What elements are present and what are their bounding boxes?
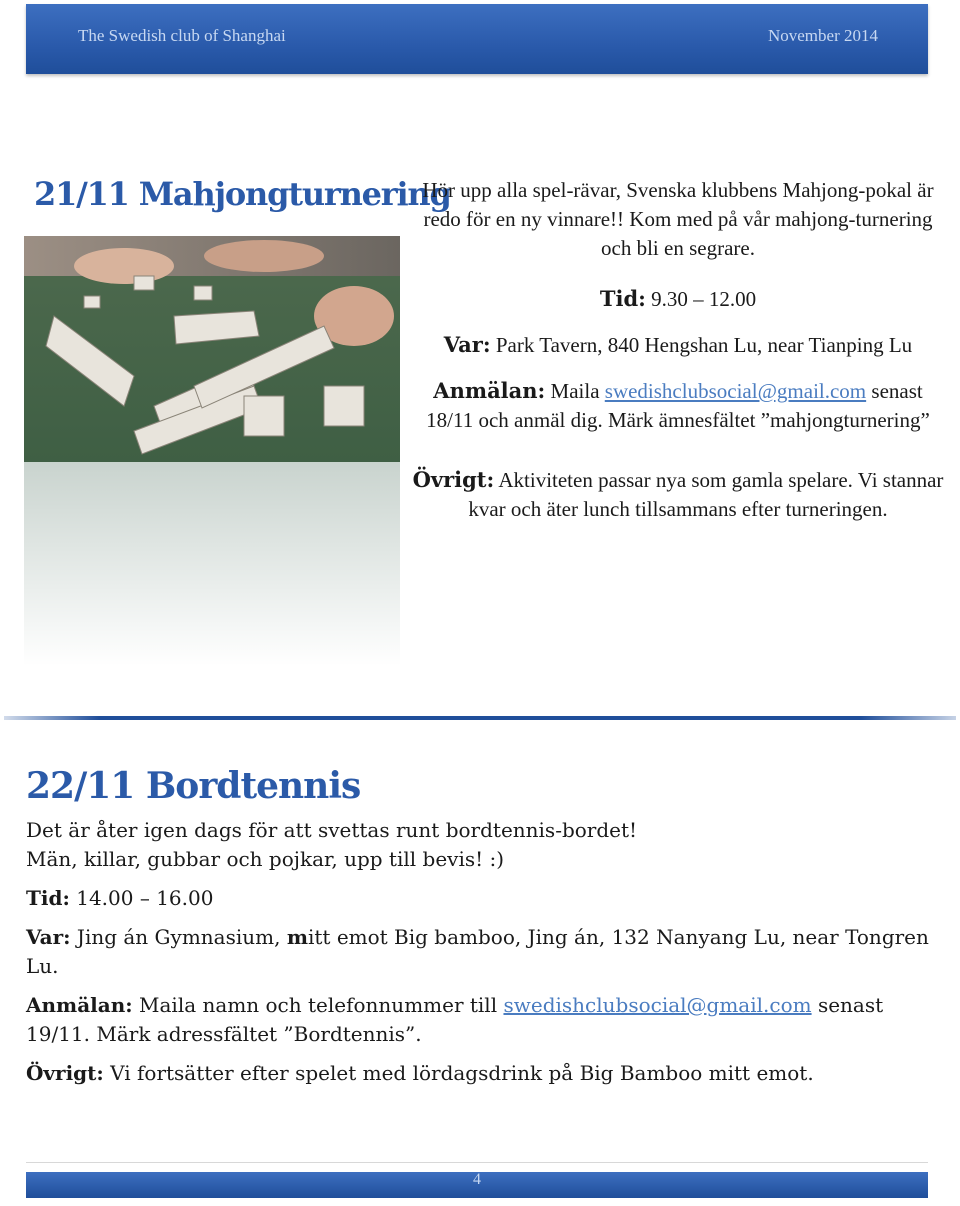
location-label: Var: xyxy=(443,332,491,357)
location-value: Park Tavern, 840 Hengshan Lu, near Tianping Lu xyxy=(495,333,913,357)
other-label: Övrigt: xyxy=(412,467,495,492)
other-label: Övrigt: xyxy=(26,1061,104,1085)
location-value-a: Jing án Gymnasium, xyxy=(76,925,281,949)
mahjong-time xyxy=(408,284,948,314)
mahjong-event-title: 21/11 Mahjongturnering xyxy=(34,175,451,213)
location-value-b: m xyxy=(286,925,308,949)
tabletennis-other xyxy=(26,1059,936,1088)
page-number: 4 xyxy=(473,1171,481,1188)
tabletennis-time xyxy=(26,884,936,913)
page-footer xyxy=(26,1172,928,1198)
signup-post: senast 18/11 och anmäl dig. Märk ämnesfältet ”mahjongturnering” xyxy=(426,379,930,432)
issue-date: November 2014 xyxy=(767,26,878,45)
mahjong-location xyxy=(408,330,948,360)
location-label: Var: xyxy=(26,925,71,949)
tabletennis-intro-1: Det är åter igen dags för att svettas runt bordtennis-bordet! xyxy=(26,818,638,842)
time-label: Tid: xyxy=(26,886,70,910)
other-value: Aktiviteten passar nya som gamla spelare. Vi stannar kvar och äter lunch tillsammans efter turneringen. xyxy=(468,468,944,521)
time-label: Tid: xyxy=(599,286,646,311)
location-value-c: itt emot Big bamboo, Jing án, 132 Nanyang Lu, near Tongren Lu. xyxy=(26,925,929,978)
mahjong-intro: Hör upp alla spel-rävar, Svenska klubbens Mahjong-pokal är redo för en ny vinnare!! Kom med på vår mahjong-turnering och bli en segrare. xyxy=(422,178,934,260)
club-name: The Swedish club of Shanghai xyxy=(78,26,286,45)
page-header xyxy=(26,4,928,74)
signup-email-link[interactable]: swedishclubsocial@gmail.com xyxy=(604,379,867,403)
mahjong-photo xyxy=(24,236,400,666)
tabletennis-location xyxy=(26,923,936,981)
signup-label: Anmälan: xyxy=(433,378,546,403)
signup-email-link[interactable]: swedishclubsocial@gmail.com xyxy=(503,993,812,1017)
signup-pre: Maila namn och telefonnummer till xyxy=(139,993,498,1017)
time-value: 9.30 – 12.00 xyxy=(651,287,757,311)
time-value: 14.00 – 16.00 xyxy=(76,886,214,910)
tabletennis-event-title: 22/11 Bordtennis xyxy=(26,765,361,807)
tabletennis-signup xyxy=(26,991,936,1049)
mahjong-other xyxy=(408,465,948,524)
signup-pre: Maila xyxy=(550,379,600,403)
signup-label: Anmälan: xyxy=(26,993,133,1017)
signup-post: senast 19/11. Märk adressfältet ”Bordtennis”. xyxy=(26,993,884,1046)
footer-divider xyxy=(26,1162,928,1163)
mahjong-event-details xyxy=(408,176,948,524)
tabletennis-intro-2: Män, killar, gubbar och pojkar, upp till bevis! :) xyxy=(26,847,505,871)
other-value: Vi fortsätter efter spelet med lördagsdrink på Big Bamboo mitt emot. xyxy=(110,1061,814,1085)
mahjong-signup xyxy=(408,376,948,435)
section-divider xyxy=(4,716,956,720)
tabletennis-event-details xyxy=(26,816,936,1088)
